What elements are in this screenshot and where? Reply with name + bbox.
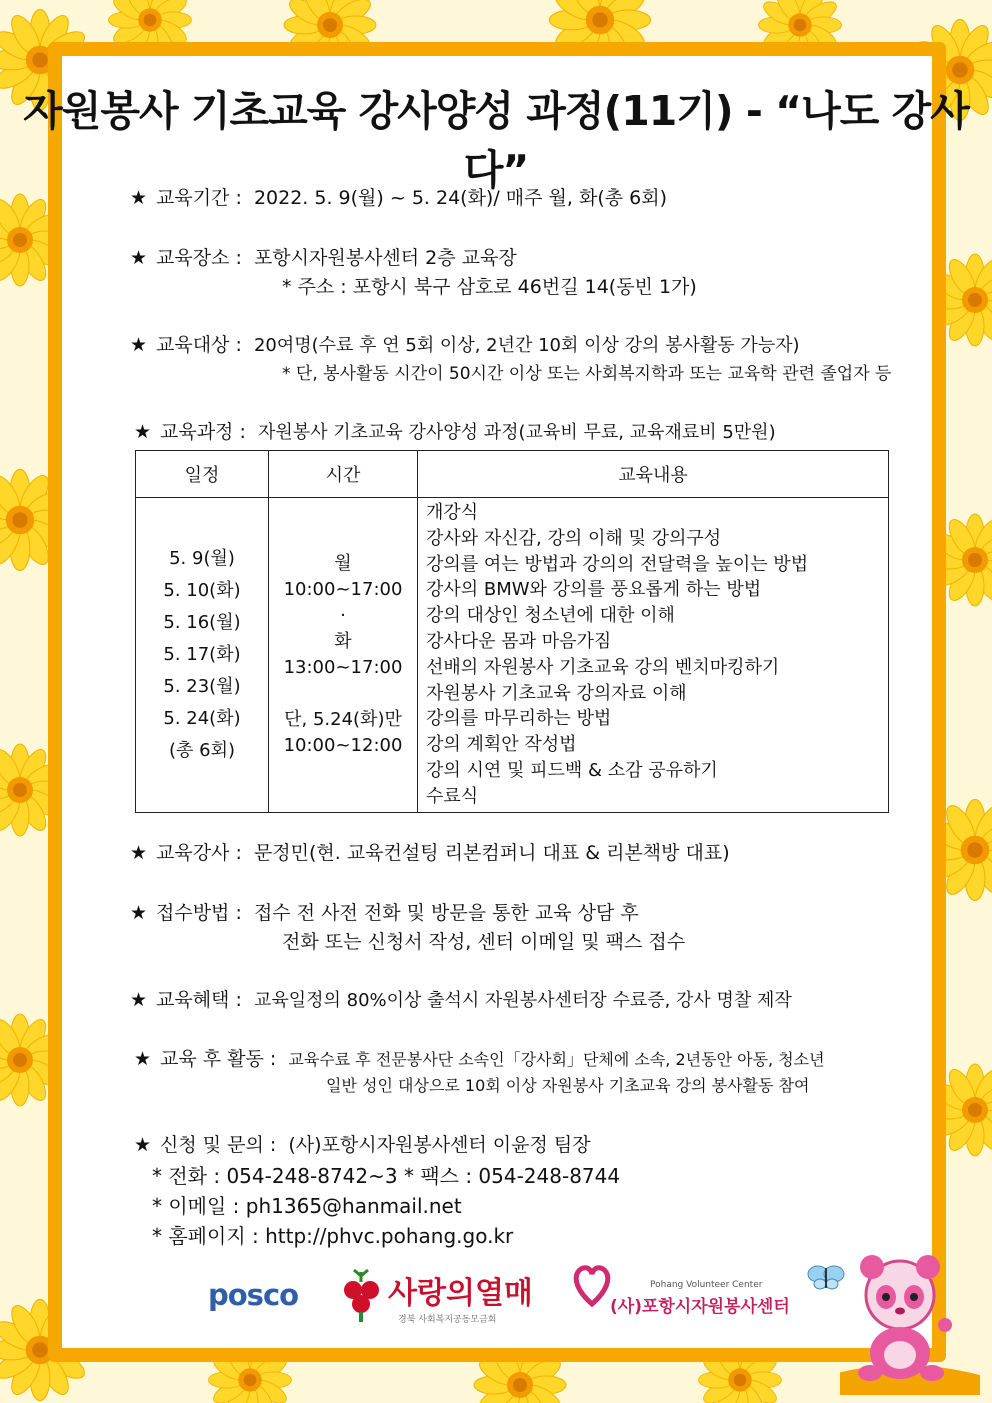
time-item: 월 [334,552,352,574]
header-date: 일정 [136,451,269,498]
content-item: 강의를 여는 방법과 강의의 전달력을 높이는 방법 [426,553,809,575]
inquiry-label: 신청 및 문의 : [160,1134,277,1156]
after-line1: 교육수료 후 전문봉사단 소속인「강사회」단체에 소속, 2년동안 아동, 청소년 [288,1050,825,1069]
time-spacer [270,681,416,707]
content-item: 강사의 BMW와 강의를 풍요롭게 하는 방법 [426,579,762,601]
date-item: (총 6회) [169,739,235,761]
star-icon: ★ [130,989,148,1011]
content-item: 강의 대상인 청소년에 대한 이해 [426,605,675,627]
star-icon: ★ [130,247,148,269]
after-line2: 일반 성인 대상으로 10회 이상 자원봉사 기초교육 강의 봉사활동 참여 [326,1076,810,1095]
star-icon: ★ [134,421,152,443]
target-row [130,330,800,357]
date-item: 5. 10(화) [163,579,241,601]
course-value: 자원봉사 기초교육 강사양성 과정(교육비 무료, 교육재료비 5만원) [257,422,776,443]
date-item: 5. 23(월) [163,675,241,697]
bear-mascot-illustration [840,1245,980,1395]
date-item: 5. 17(화) [163,643,241,665]
pvc-heart-icon [572,1262,612,1308]
header-content: 교육내용 [418,451,889,498]
place-address: * 주소 : 포항시 북구 삼호로 46번길 14(동빈 1가) [282,276,697,298]
time-item: 화 [334,630,352,652]
after-label: 교육 후 활동 : [160,1048,277,1070]
content-item: 강의 시연 및 피드백 & 소감 공유하기 [426,759,718,781]
content-item: 강사다운 몸과 마음가짐 [426,630,612,652]
pvc-logo [572,1262,792,1332]
inquiry-phone: * 전화 : 054-248-8742~3 * 팩스 : 054-248-8744 [152,1164,621,1188]
place-label: 교육장소 : [156,247,242,269]
posco-logo: posco [208,1278,299,1312]
star-icon: ★ [130,842,148,864]
love-fruit-subtext: 경북 사회복지공동모금회 [398,1315,497,1325]
star-icon: ★ [130,187,148,209]
pvc-english-name: Pohang Volunteer Center [650,1280,763,1290]
time-item: 10:00~12:00 [283,734,403,756]
date-item: 5. 9(월) [169,547,235,569]
love-fruit-logo [340,1268,540,1338]
date-item: 5. 24(화) [163,707,241,729]
star-icon: ★ [130,334,148,356]
course-label: 교육과정 : [160,421,246,443]
content-item: 강의를 마무리하는 방법 [426,708,612,730]
instructor-value: 문정민(현. 교육컨설팅 리본컴퍼니 대표 & 리본책방 대표) [253,842,730,864]
inquiry-homepage: * 홈페이지 : http://phvc.pohang.go.kr [152,1224,514,1248]
content-item: 강의 계획안 작성법 [426,734,577,756]
time-item: 10:00~17:00 [283,578,403,600]
content-cell [418,498,889,813]
benefit-value: 교육일정의 80%이상 출석시 자원봉사센터장 수료증, 강사 명찰 제작 [253,990,792,1011]
time-item: · [340,604,346,626]
apply-line1: 접수 전 사전 전화 및 방문을 통한 교육 상담 후 [253,902,639,924]
time-item: 단, 5.24(화)만 [284,708,402,730]
star-icon: ★ [134,1134,152,1156]
place-value: 포항시자원봉사센터 2층 교육장 [253,247,517,269]
star-icon: ★ [134,1048,152,1070]
instructor-row [130,838,730,865]
poster-title: 자원봉사 기초교육 강사양성 과정(11기) - “나도 강사다” [23,87,969,194]
target-value: 20여명(수료 후 연 5회 이상, 2년간 10회 이상 강의 봉사활동 가능자) [253,335,800,356]
content-item: 강사와 자신감, 강의 이해 및 강의구성 [426,527,722,549]
date-item: 5. 16(월) [163,611,241,633]
benefit-label: 교육혜택 : [156,989,242,1011]
content-item: 선배의 자원봉사 기초교육 강의 벤치마킹하기 [426,656,780,678]
inquiry-value: (사)포항시자원봉사센터 이윤정 팀장 [288,1134,591,1156]
content-item: 자원봉사 기초교육 강의자료 이해 [426,682,687,704]
time-cell [269,498,418,813]
period-value: 2022. 5. 9(월) ~ 5. 24(화)/ 매주 월, 화(총 6회) [253,187,667,209]
content-item: 개강식 [426,502,479,523]
target-label: 교육대상 : [156,334,242,356]
apply-line2: 전화 또는 신청서 작성, 센터 이메일 및 팩스 접수 [282,931,686,953]
period-label: 교육기간 : [156,187,242,209]
content-item: 수료식 [426,785,479,807]
inquiry-row [134,1130,591,1157]
schedule-table [135,450,889,813]
apply-label: 접수방법 : [156,902,242,924]
header-time: 시간 [269,451,418,498]
star-icon: ★ [130,902,148,924]
pvc-korean-name: (사)포항시자원봉사센터 [610,1297,790,1317]
inquiry-email: * 이메일 : ph1365@hanmail.net [152,1194,462,1218]
apply-row [130,898,639,925]
period-row [130,183,667,210]
course-row [134,417,776,444]
benefit-row [130,985,792,1012]
time-item: 13:00~17:00 [283,656,403,678]
table-row [136,498,889,813]
date-cell [136,498,269,813]
butterfly-icon [806,1262,846,1292]
place-row [130,243,517,270]
after-row [134,1044,825,1071]
target-note: * 단, 봉사활동 시간이 50시간 이상 또는 사회복지학과 또는 교육학 관련 졸업자 등 [282,364,892,384]
table-header-row [136,451,889,498]
instructor-label: 교육강사 : [156,842,242,864]
love-fruit-icon [340,1268,384,1324]
love-fruit-text: 사랑의열매 [388,1276,533,1311]
